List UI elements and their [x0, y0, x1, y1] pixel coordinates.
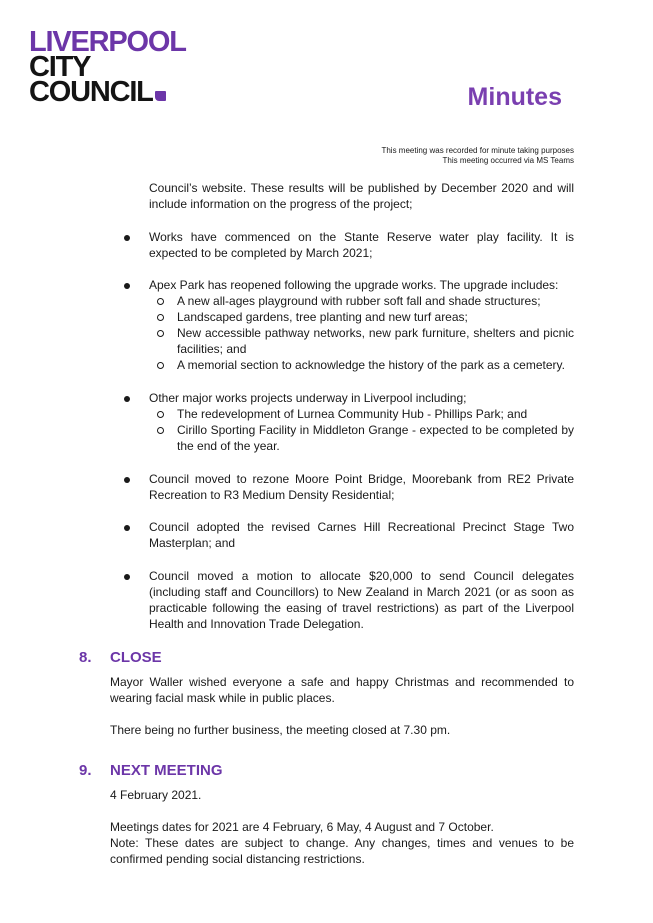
bullet-icon — [124, 235, 130, 241]
next-meeting-date: 4 February 2021. — [110, 788, 202, 802]
meeting-dates-note: Note: These dates are subject to change. Any changes, times and venues to be confirmed pending social distancing restrictions. — [110, 836, 574, 866]
bullet-icon — [124, 525, 130, 531]
sub-bullet-icon — [157, 314, 164, 321]
continuation-paragraph: Council’s website. These results will be published by December 2020 and will include information on the progress of the project; — [149, 181, 574, 211]
bullet-item-carnes-hill: Council adopted the revised Carnes Hill Recreational Precinct Stage Two Masterplan; and — [149, 520, 574, 550]
section-number: 9. — [79, 762, 92, 779]
sub-bullet-icon — [157, 411, 164, 418]
section-title-next-meeting: NEXT MEETING — [110, 762, 223, 779]
bullet-icon — [124, 283, 130, 289]
logo-mark-icon — [155, 91, 166, 101]
council-logo — [29, 26, 209, 108]
sub-bullet-icon — [157, 362, 164, 369]
sub-bullet-icon — [157, 298, 164, 305]
sub-item: A memorial section to acknowledge the history of the park as a cemetery. — [177, 358, 565, 372]
close-paragraph: Mayor Waller wished everyone a safe and happy Christmas and recommended to wearing facial mask while in public places. — [110, 675, 574, 705]
bullet-icon — [124, 574, 130, 580]
sub-item: Cirillo Sporting Facility in Middleton Grange - expected to be completed by the end of the year. — [177, 423, 574, 453]
logo-line-2: CITY — [29, 51, 91, 83]
bullet-item-stante-reserve: Works have commenced on the Stante Reserve water play facility. It is expected to be completed by March 2021; — [149, 230, 574, 260]
sub-item: Landscaped gardens, tree planting and new turf areas; — [177, 310, 468, 324]
bullet-item-rezone: Council moved to rezone Moore Point Bridge, Moorebank from RE2 Private Recreation to R3 Medium Density Residential; — [149, 472, 574, 502]
bullet-icon — [124, 396, 130, 402]
logo-line-1: LIVERPOOL — [29, 26, 186, 58]
meeting-dates-paragraph: Meetings dates for 2021 are 4 February, 6 May, 4 August and 7 October. — [110, 820, 494, 834]
bullet-item-apex-park: Apex Park has reopened following the upgrade works. The upgrade includes: — [149, 278, 559, 292]
teams-note: This meeting occurred via MS Teams — [442, 156, 574, 165]
bullet-item-trade-delegation: Council moved a motion to allocate $20,000 to send Council delegates (including staff and Councillors) to New Zealand in March 2021 (or as soon as practicable following the easing of travel restrictions) as part of the Liverpool Health and Innovation Trade Delegation. — [149, 569, 574, 631]
section-number: 8. — [79, 649, 92, 666]
recording-note: This meeting was recorded for minute taking purposes — [381, 146, 574, 155]
section-title-close: CLOSE — [110, 649, 162, 666]
sub-item: New accessible pathway networks, new park furniture, shelters and picnic facilities; and — [177, 326, 574, 356]
sub-bullet-icon — [157, 330, 164, 337]
bullet-item-major-works: Other major works projects underway in Liverpool including; — [149, 391, 467, 405]
sub-item: A new all-ages playground with rubber soft fall and shade structures; — [177, 294, 541, 308]
sub-item: The redevelopment of Lurnea Community Hub - Phillips Park; and — [177, 407, 528, 421]
bullet-icon — [124, 477, 130, 483]
close-paragraph: There being no further business, the meeting closed at 7.30 pm. — [110, 723, 451, 737]
document-type-title: Minutes — [467, 83, 562, 111]
sub-bullet-icon — [157, 427, 164, 434]
logo-line-3: COUNCIL — [29, 80, 209, 105]
